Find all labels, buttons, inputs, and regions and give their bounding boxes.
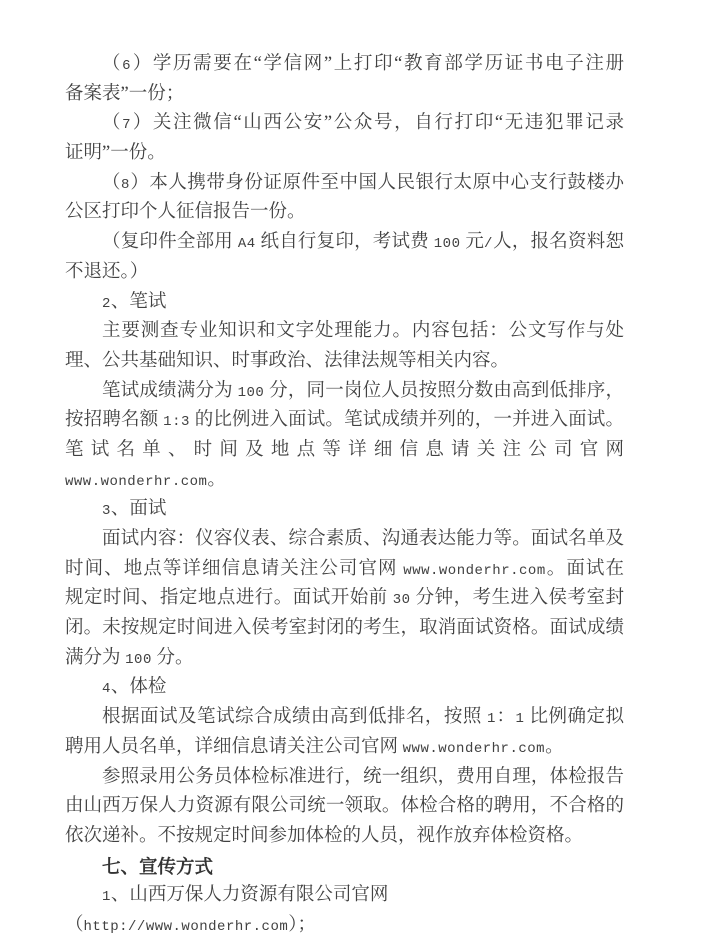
text-line: 依次递补。不按规定时间参加体检的人员，视作放弃体检资格。 (65, 825, 584, 846)
text-line: 证明”一份。 (65, 143, 166, 164)
latin-text: 8 (121, 176, 130, 193)
latin-text: www.wonderhr.com (65, 473, 208, 490)
latin-text: 2 (102, 295, 111, 312)
text-line: （6）学历需要在“学信网”上打印“教育部学历证书电子注册 (102, 54, 624, 74)
text-line: 4、体检 (102, 677, 167, 698)
text-line: 参照录用公务员体检标准进行，统一组织，费用自理，体检报告 (102, 766, 624, 787)
section-heading: 七、宣传方式 (102, 855, 214, 877)
latin-text: 1 (102, 889, 111, 906)
latin-text: 30 (392, 592, 411, 609)
text-line: www.wonderhr.com。 (65, 469, 226, 490)
text-line: （7）关注微信“山西公安”公众号，自行打印“无违犯罪记录 (102, 113, 624, 134)
text-line: 满分为 100 分。 (65, 647, 194, 668)
document-body (65, 50, 624, 941)
latin-text: 1:3 (163, 414, 190, 431)
text-line: 3、面试 (102, 499, 167, 520)
text-line: 理、公共基础知识、时事政治、法律法规等相关内容。 (65, 350, 510, 371)
text-line: 时间、地点等详细信息请关注公司官网 www.wonderhr.com。面试在 (65, 558, 624, 579)
text-line: 1、山西万保人力资源有限公司官网 (102, 885, 389, 906)
latin-text: 100 (125, 651, 152, 668)
latin-text: www.wonderhr.com (403, 562, 546, 579)
latin-text: 1 (515, 711, 525, 728)
latin-text: / (484, 236, 493, 253)
latin-text: 7 (122, 117, 132, 134)
latin-text: 6 (122, 58, 132, 74)
text-line: 聘用人员名单，详细信息请关注公司官网 www.wonderhr.com。 (65, 736, 564, 757)
latin-text: 3 (102, 503, 111, 520)
latin-text: 100 (237, 384, 265, 401)
text-line: 根据面试及笔试综合成绩由高到低排名，按照 1：1 比例确定拟 (102, 707, 624, 728)
text-line: 笔试名单、时间及地点等详细信息请关注公司官网 (65, 439, 624, 460)
text-line: （http://www.wonderhr.com）； (65, 914, 317, 935)
text-line: 由山西万保人力资源有限公司统一领取。体检合格的聘用，不合格的 (65, 796, 624, 817)
latin-text: 4 (102, 681, 111, 698)
text-line: （复印件全部用 A4 纸自行复印，考试费 100 元/人，报名资料恕 (102, 232, 624, 253)
latin-text: 1 (487, 711, 496, 728)
text-line: 不退还。） (65, 261, 149, 282)
text-line: 闭。未按规定时间进入侯考室封闭的考生，取消面试资格。面试成绩 (65, 618, 624, 639)
latin-text: http://www.wonderhr.com (83, 918, 289, 935)
text-line: 主要测查专业知识和文字处理能力。内容包括：公文写作与处 (102, 321, 624, 342)
latin-text: 100 (433, 236, 461, 253)
text-line: 备案表”一份； (65, 83, 185, 104)
text-line: 笔试成绩满分为 100 分，同一岗位人员按照分数由高到低排序， (102, 380, 624, 401)
text-line: 公区打印个人征信报告一份。 (65, 202, 306, 223)
text-line: （8）本人携带身份证原件至中国人民银行太原中心支行鼓楼办 (102, 172, 624, 193)
latin-text: www.wonderhr.com (402, 740, 546, 757)
text-line: 规定时间、指定地点进行。面试开始前 30 分钟，考生进入侯考室封 (65, 588, 624, 609)
latin-text: A4 (237, 236, 256, 253)
text-line: 按招聘名额 1:3 的比例进入面试。笔试成绩并列的，一并进入面试。 (65, 410, 624, 431)
text-line: 2、笔试 (102, 291, 167, 312)
text-line: 面试内容：仪容仪表、综合素质、沟通表达能力等。面试名单及 (102, 529, 624, 549)
